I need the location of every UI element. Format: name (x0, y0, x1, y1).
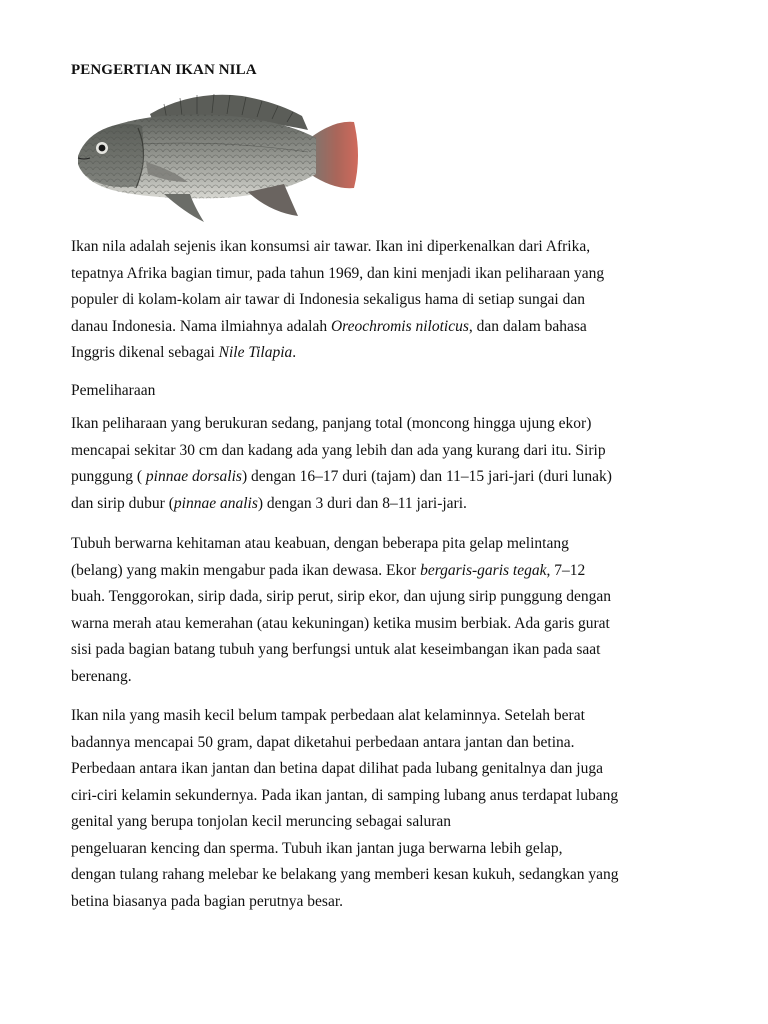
text-line: buah. Tenggorokan, sirip dada, sirip perut, sirip ekor, dan ujung sirip punggung dengan (71, 588, 611, 605)
text-line: Ikan peliharaan yang berukuran sedang, panjang total (moncong hingga ujung ekor) (71, 415, 592, 432)
text-line: Ikan nila yang masih kecil belum tampak perbedaan alat kelaminnya. Setelah berat (71, 707, 585, 724)
english-name: Nile Tilapia (218, 344, 293, 361)
latin-term: pinnae dorsalis (145, 468, 242, 485)
text-line: dengan tulang rahang melebar ke belakang yang memberi kesan kukuh, sedangkan yang (71, 866, 619, 883)
text-line: tepatnya Afrika bagian timur, pada tahun 1969, dan kini menjadi ikan peliharaan yang (71, 264, 605, 282)
text-run: , dan dalam bahasa (468, 317, 587, 335)
latin-term: pinnae analis (173, 494, 258, 512)
paragraph-size-fins (71, 411, 701, 517)
text-line (71, 314, 701, 341)
text-line: mencapai sekitar 30 cm dan kadang ada yang lebih dan ada yang kurang dari itu. Sirip (71, 441, 606, 459)
tilapia-fish-image (72, 86, 364, 226)
paragraph-coloration (71, 531, 701, 690)
text-run: Inggris dikenal sebagai (71, 344, 219, 361)
text-line (71, 340, 701, 367)
text-run: ) dengan 16–17 duri (tajam) dan 11–15 jari-jari (duri lunak) (241, 468, 612, 485)
text-line (71, 558, 701, 585)
emphasis-term: bergaris-garis tegak (420, 561, 547, 579)
text-line: genital yang berupa tonjolan kecil meruncing sebagai saluran (71, 813, 452, 830)
text-line: ciri-ciri kelamin sekundernya. Pada ikan jantan, di samping lubang anus terdapat lubang (71, 786, 619, 804)
document-title: PENGERTIAN IKAN NILA (71, 62, 257, 78)
text-run: (belang) yang makin mengabur pada ikan dewasa. Ekor (71, 561, 421, 579)
text-line: badannya mencapai 50 gram, dapat diketahui perbedaan antara jantan dan betina. (71, 733, 575, 751)
text-line (71, 464, 701, 491)
text-line: sisi pada bagian batang tubuh yang berfungsi untuk alat keseimbangan ikan pada saat (71, 641, 601, 658)
text-line: Perbedaan antara ikan jantan dan betina dapat dilihat pada lubang genitalnya dan juga (71, 760, 603, 777)
text-run: ) dengan 3 duri dan 8–11 jari-jari. (257, 494, 467, 512)
paragraph-sex-differences (71, 703, 701, 915)
text-run: , 7–12 (546, 561, 586, 579)
text-line: Tubuh berwarna kehitaman atau keabuan, dengan beberapa pita gelap melintang (71, 535, 569, 552)
text-line: warna merah atau kemerahan (atau kekuningan) ketika musim berbiak. Ada garis gurat (71, 614, 610, 632)
text-line: betina biasanya pada bagian perutnya besar. (71, 892, 343, 910)
text-line: populer di kolam-kolam air tawar di Indonesia sekaligus hama di setiap sungai dan (71, 291, 585, 308)
text-run: punggung ( (71, 468, 146, 485)
text-run: . (292, 344, 297, 361)
paragraph-introduction (71, 234, 701, 367)
text-line: Ikan nila adalah sejenis ikan konsumsi air tawar. Ikan ini diperkenalkan dari Afrika, (71, 238, 591, 255)
text-line: berenang. (71, 667, 132, 685)
text-line: pengeluaran kencing dan sperma. Tubuh ikan jantan juga berwarna lebih gelap, (71, 839, 563, 857)
section-subheading: Pemeliharaan (71, 382, 156, 399)
text-run: dan sirip dubur ( (71, 494, 174, 512)
scientific-name: Oreochromis niloticus (330, 317, 469, 335)
text-line (71, 491, 701, 518)
text-run: danau Indonesia. Nama ilmiahnya adalah (71, 317, 331, 335)
